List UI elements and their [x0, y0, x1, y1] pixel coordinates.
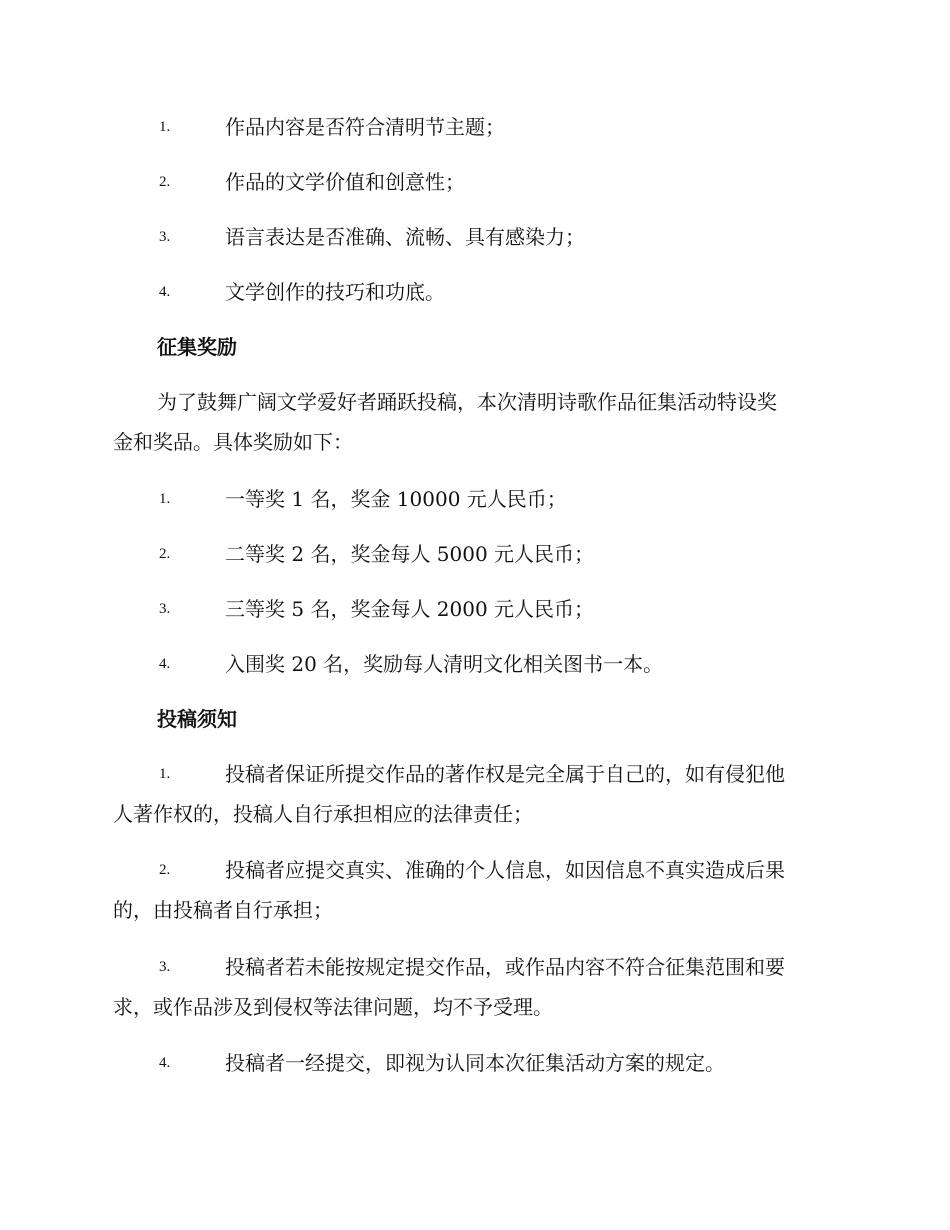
rewards-intro-paragraph — [113, 382, 833, 462]
paragraph-line: 金和奖品。具体奖励如下： — [113, 430, 353, 454]
notice-item — [113, 947, 833, 1027]
section-heading-rewards: 征集奖励 — [157, 335, 237, 359]
list-number: 4. — [159, 284, 171, 300]
list-text: 入围奖 20 名，奖励每人清明文化相关图书一本。 — [225, 652, 664, 676]
list-number: 1. — [159, 119, 171, 135]
list-number: 4. — [159, 656, 171, 672]
list-text: 二等奖 2 名，奖金每人 5000 元人民币； — [225, 542, 595, 566]
list-text-line: 投稿者一经提交，即视为认同本次征集活动方案的规定。 — [225, 1051, 725, 1075]
list-text: 作品内容是否符合清明节主题； — [225, 115, 505, 139]
list-text-line: 的，由投稿者自行承担； — [113, 898, 333, 922]
list-number: 4. — [159, 1055, 171, 1071]
list-text-line: 投稿者若未能按规定提交作品，或作品内容不符合征集范围和要 — [225, 955, 785, 979]
notice-item — [113, 754, 833, 834]
paragraph-line: 为了鼓舞广阔文学爱好者踊跃投稿，本次清明诗歌作品征集活动特设奖 — [157, 390, 777, 414]
list-text: 文学创作的技巧和功底。 — [225, 280, 445, 304]
list-number: 3. — [159, 959, 171, 975]
list-number: 2. — [159, 862, 171, 878]
list-number: 2. — [159, 546, 171, 562]
notice-item — [113, 850, 833, 930]
list-text: 语言表达是否准确、流畅、具有感染力； — [225, 225, 585, 249]
list-text-line: 人著作权的，投稿人自行承担相应的法律责任； — [113, 802, 533, 826]
section-heading-notice: 投稿须知 — [157, 707, 237, 731]
list-text: 作品的文学价值和创意性； — [225, 170, 465, 194]
list-text-line: 投稿者保证所提交作品的著作权是完全属于自己的，如有侵犯他 — [225, 762, 785, 786]
list-number: 3. — [159, 601, 171, 617]
list-number: 1. — [159, 491, 171, 507]
list-number: 1. — [159, 766, 171, 782]
list-number: 3. — [159, 229, 171, 245]
list-text: 三等奖 5 名，奖金每人 2000 元人民币； — [225, 597, 595, 621]
list-text-line: 求，或作品涉及到侵权等法律问题，均不予受理。 — [113, 995, 553, 1019]
list-text: 一等奖 1 名，奖金 10000 元人民币； — [225, 487, 567, 511]
list-text-line: 投稿者应提交真实、准确的个人信息，如因信息不真实造成后果 — [225, 858, 785, 882]
list-number: 2. — [159, 174, 171, 190]
notice-item — [113, 1043, 833, 1083]
